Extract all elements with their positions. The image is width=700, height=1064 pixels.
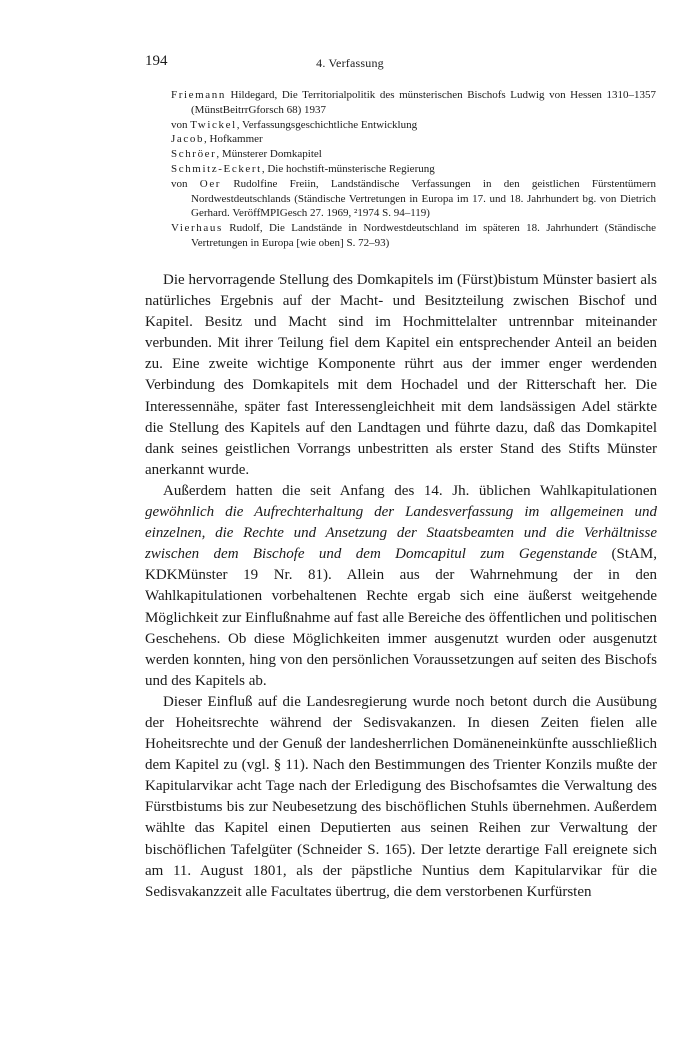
bib-entry-friemann (171, 88, 656, 118)
bib-author: Oer (199, 177, 222, 190)
bib-text: , Die hochstift-münsterische Regierung (261, 162, 435, 175)
paragraph-2-end: (StAM, KDKMünster 19 Nr. 81). Allein aus der Wahrnehmung der in den Wahlkapitulationen vorbehaltenen Rechte ergab sich eine äußerst weitgehende Möglichkeit zur Einflußnahme auf fast alle Bereiche des öffentlichen und politischen Geschehens. Ob diese Möglichkeiten immer ausgenutzt wurden oder ausgenutzt werden konnten, hing von den persönlichen Voraussetzungen auf seiten des Bischofs und des Kapitels ab. (145, 546, 657, 689)
bib-prefix: von (171, 118, 191, 131)
bib-text: Rudolf, Die Landstände in Nordwestdeutschland im späteren 18. Jahrhundert (Ständische Vertretungen in Europa [wie oben] S. 72–93) (191, 222, 656, 249)
paragraph-3: Dieser Einfluß auf die Landesregierung wurde noch betont durch die Ausübung der Hoheitsrechte während der Sedisvakanzen. In diesen Zeiten fielen alle Hoheitsrechte und der Genuß der landesherrlichen Domäneneinkünfte ausschließlich dem Kapitel zu (vgl. § 11). Nach den Bestimmungen des Trienter Konzils mußte der Kapitularvikar acht Tage nach der Erledigung des Bischofsamtes die Verwaltung des Fürstbistums bis zur Neubesetzung des bischöflichen Stuhls übernehmen. Außerdem wählte das Kapitel einen Deputierten aus seinen Reihen zur Verwaltung der bischöflichen Tafelgüter (Schneider S. 165). Der letzte derartige Fall ereignete sich am 11. August 1801, als der päpstliche Nuntius dem Kapitularvikar für die Sedisvakanzzeit alle Facultates übertrug, die dem verstorbenen Kurfürsten (145, 693, 657, 900)
body-text (145, 270, 657, 903)
bib-text: , Verfassungsgeschichtliche Entwicklung (236, 118, 418, 131)
bib-text: , Hofkammer (204, 133, 263, 146)
bib-text: , Münsterer Domkapitel (216, 148, 322, 161)
bib-author: Vierhaus (171, 222, 223, 235)
bib-author: Friemann (171, 89, 226, 101)
paragraph-2-start: Außerdem hatten die seit Anfang des 14. Jh. üblichen Wahlkapitulationen (163, 482, 657, 499)
bib-author: Schmitz-Eckert (171, 162, 262, 175)
bib-author: Twickel (190, 118, 237, 131)
bib-entry-twickel (171, 118, 656, 133)
bib-entry-jacob (171, 132, 656, 147)
bibliography (171, 88, 656, 251)
bib-author: Jacob (171, 133, 205, 146)
bib-entry-oer (171, 177, 656, 221)
bib-entry-vierhaus (171, 221, 656, 251)
bib-text: Hildegard, Die Territorialpolitik des münsterischen Bischofs Ludwig von Hessen 1310–1357 (MünstBeitrrGforsch 68) 1937 (191, 89, 656, 116)
running-head: 4. Verfassung (316, 56, 384, 70)
paragraph-2 (145, 481, 657, 692)
bib-author: Schröer (171, 148, 217, 161)
paragraph-2-quote: gewöhnlich die Aufrechterhaltung der Landesverfassung im allgemeinen und einzelnen, die Rechte und Ansetzung der Staatsbeamten und die Verhältnisse zwischen dem Bischofe und dem Domcapitul zum Gegenstande (145, 504, 657, 563)
bib-prefix: von (171, 177, 200, 190)
bib-text: Rudolfine Freiin, Landständische Verfassungen in den geistlichen Fürstentümern Nordwestdeutschlands (Ständische Vertretungen in Europa im 17. und 18. Jahrhundert bg. von Dietrich Gerhard. VeröffMPIGesch 27. 1969, ²1974 S. 94–119) (191, 177, 656, 220)
paragraph-1: Die hervorragende Stellung des Domkapitels im (Fürst)bistum Münster basiert als natürliches Ergebnis auf der Macht- und Besitzteilung zwischen Bischof und Kapitel. Besitz und Macht sind im Hochmittelalter untrennbar miteinander verbunden. Mit ihrer Teilung fiel dem Kapitel ein entsprechender Anteil an beiden zu. Eine zweite wichtige Komponente rührt aus der immer enger werdenden Verbindung des Domkapitels mit dem Hochadel und der Ritterschaft her. Die Interessennähe, später fast Interessengleichheit mit dem landsässigen Adel stärkte die Stellung des Kapitels auf den Landtagen und führte dazu, daß das Domkapitel dank seines geistlichen Vorrangs unbestritten als erster Stand des Stifts Münster anerkannt wurde. (145, 272, 657, 478)
page-number: 194 (145, 53, 168, 69)
bib-entry-schroeer (171, 147, 656, 162)
bib-entry-schmitz-eckert (171, 162, 656, 177)
